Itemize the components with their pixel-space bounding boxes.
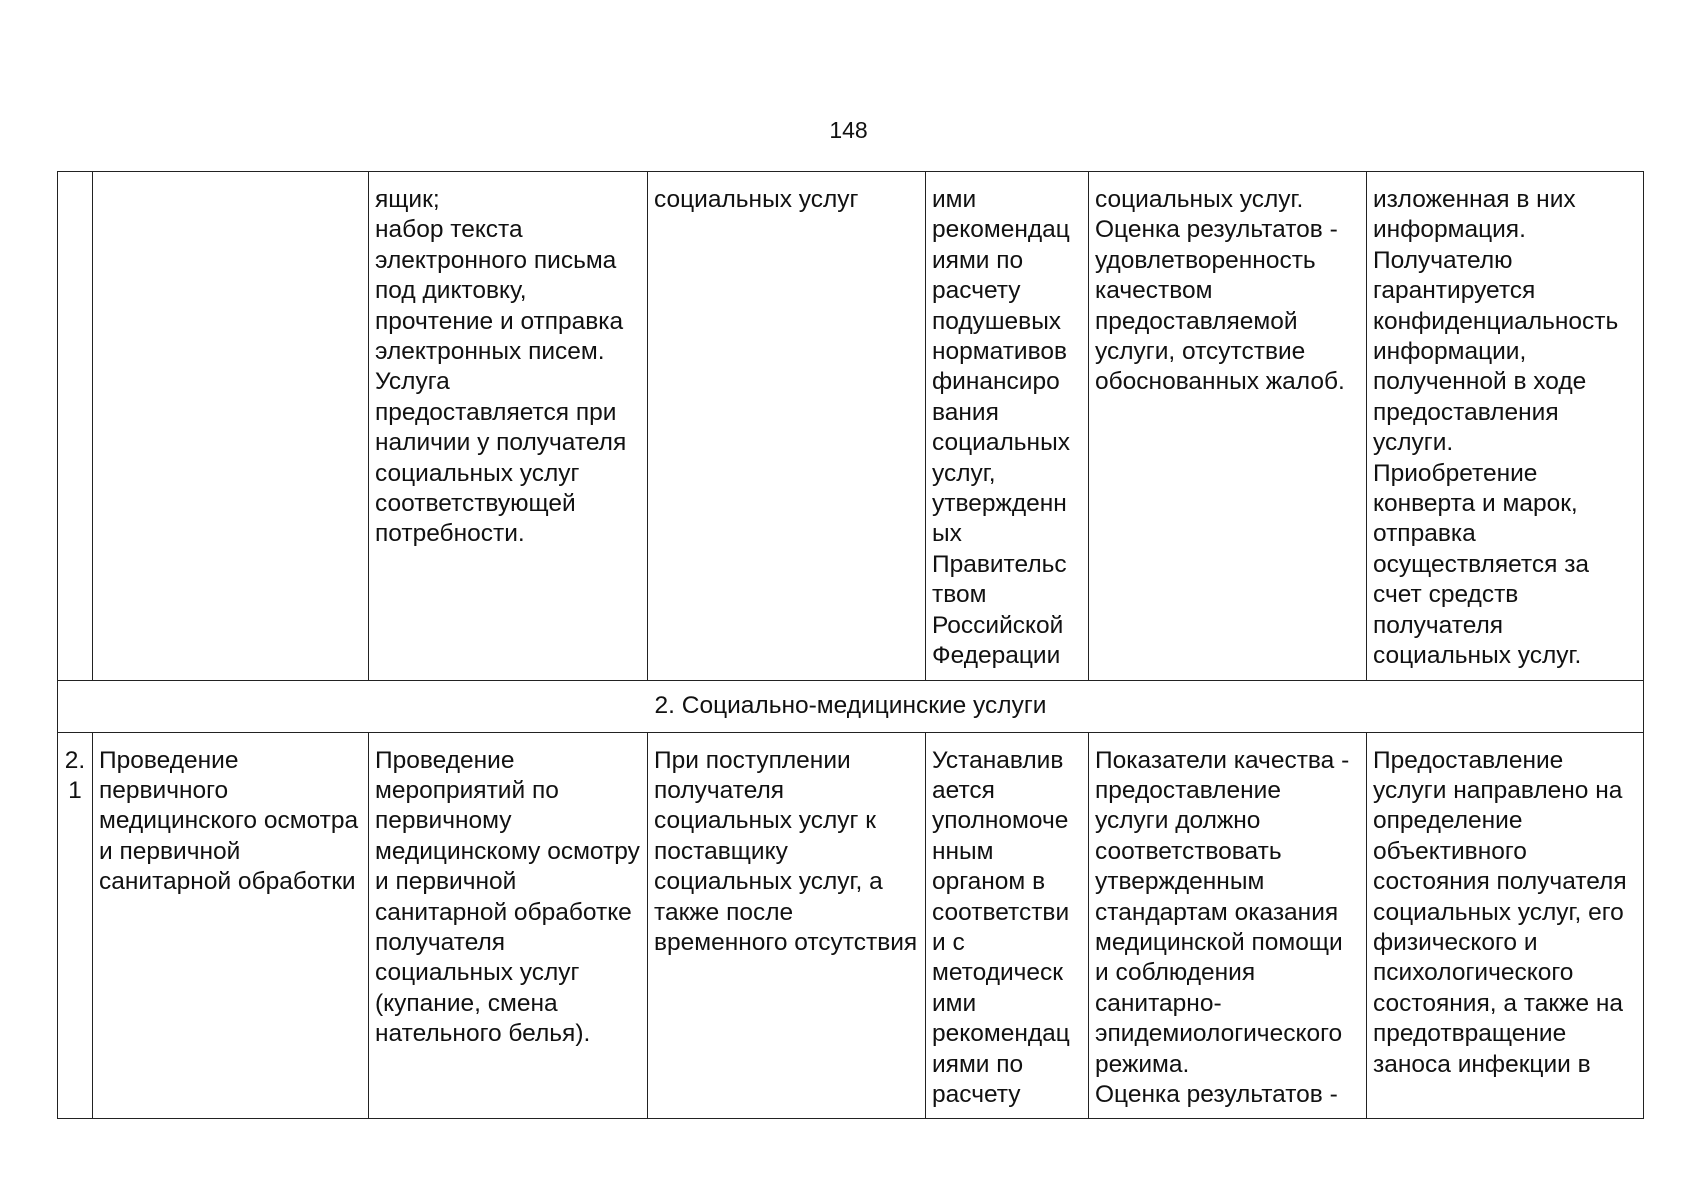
cell-number	[58, 172, 93, 681]
cell-service-name	[93, 172, 369, 681]
section-title: 2. Социально-медицинские услуги	[58, 680, 1644, 732]
cell-service-description: Проведение мероприятий по первичному медицинскому осмотру и первичной санитарной обработке получателя социальных услуг (купание, смена нательного белья).	[369, 732, 648, 1119]
section-row	[58, 680, 1644, 732]
cell-service-terms: При поступлении получателя социальных услуг к поставщику социальных услуг, а также после временного отсутствия	[648, 732, 926, 1119]
cell-service-terms: социальных услуг	[648, 172, 926, 681]
cell-quality-indicators: Показатели качества - предоставление услуги должно соответствовать утвержденным стандартам оказания медицинской помощи и соблюдения санитарно-эпидемиологического режима. Оценка результатов -	[1089, 732, 1367, 1119]
services-table	[57, 171, 1644, 1119]
cell-per-capita-norm: ими рекомендац иями по расчету подушевых нормативов финансиро вания социальных услуг, утвержденн ых Правительс твом Российской Федерации	[926, 172, 1089, 681]
table-row	[58, 172, 1644, 681]
table-row	[58, 732, 1644, 1119]
page-number: 148	[829, 117, 868, 143]
cell-conditions: изложенная в них информация. Получателю гарантируется конфиденциальность информации, полученной в ходе предоставления услуги. Приобретение конверта и марок, отправка осуществляется за счет средств получателя социальных услуг.	[1367, 172, 1644, 681]
cell-per-capita-norm: Устанавлив ается уполномоче нным органом в соответстви и с методическ ими рекомендац иями по расчету	[926, 732, 1089, 1119]
cell-number: 2. 1	[58, 732, 93, 1119]
cell-conditions: Предоставление услуги направлено на определение объективного состояния получателя социальных услуг, его физического и психологического состояния, а также на предотвращение заноса инфекции в	[1367, 732, 1644, 1119]
cell-quality-indicators: социальных услуг. Оценка результатов - удовлетворенность качеством предоставляемой услуги, отсутствие обоснованных жалоб.	[1089, 172, 1367, 681]
cell-service-description: ящик; набор текста электронного письма под диктовку, прочтение и отправка электронных писем. Услуга предоставляется при наличии у получателя социальных услуг соответствующей потребности.	[369, 172, 648, 681]
cell-service-name: Проведение первичного медицинского осмотра и первичной санитарной обработки	[93, 732, 369, 1119]
